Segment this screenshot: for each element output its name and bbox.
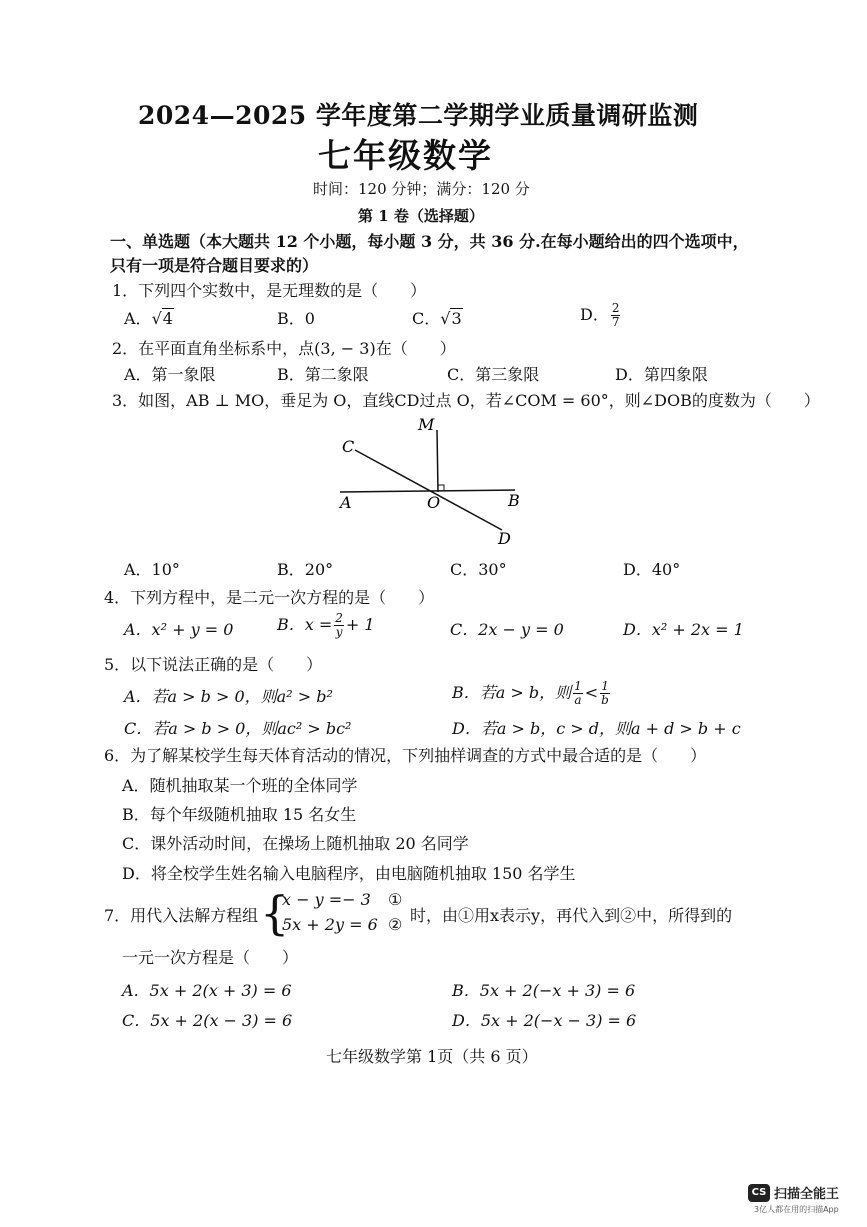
scanner-tagline: 3亿人都在用的扫描App (754, 1205, 839, 1214)
q4-option-c: C．2x − y = 0 (450, 620, 564, 639)
q1-option-c: C．√3 (412, 309, 462, 328)
q7-mark-2: ② (388, 915, 403, 934)
q6-option-a: A．随机抽取某一个班的全体同学 (122, 776, 358, 795)
exam-meta: 时间：120 分钟；满分：120 分 (313, 180, 530, 198)
q7-mark-1: ① (388, 890, 403, 909)
q2-option-d: D．第四象限 (615, 365, 708, 384)
q7-equation-2: 5x + 2y = 6 (282, 915, 378, 934)
exam-title: 2024—2025 学年度第二学期学业质量调研监测 (138, 101, 699, 130)
q7-brace: { (260, 886, 290, 940)
q2-stem: 2．在平面直角坐标系中，点(3, − 3)在（ ） (112, 339, 456, 358)
q1-option-d-fraction: $\frac{2}{7}$ (611, 301, 620, 329)
q1-option-a-radicand: 4 (162, 309, 173, 328)
q3-option-a: A．10° (124, 560, 180, 579)
q6-option-b: B．每个年级随机抽取 15 名女生 (122, 805, 357, 824)
q7-option-c: C．5x + 2(x − 3) = 6 (122, 1011, 293, 1030)
q2-option-b: B．第二象限 (277, 365, 369, 384)
q5-option-b-frac2: $\frac{1}{b}$ (601, 679, 609, 707)
q1-option-c-label: C． (412, 309, 441, 328)
scanner-app-name: 扫描全能王 (774, 1187, 840, 1202)
label-m: M (418, 415, 435, 434)
q1-option-d-label: D． (580, 305, 609, 324)
q5-stem: 5．以下说法正确的是（ ） (104, 655, 323, 674)
q3-option-c: C．30° (450, 560, 507, 579)
q5-option-b-condition: B．若a > b，则 (452, 683, 572, 702)
q7-stem-prefix: 7．用代入法解方程组 (104, 906, 259, 925)
label-a: A (340, 493, 352, 512)
label-o: O (427, 493, 441, 512)
q1-option-c-radicand: 3 (451, 309, 462, 328)
q1-option-a: A．√4 (124, 309, 173, 328)
q3-option-b: B．20° (277, 560, 334, 579)
q5-option-a: A．若a > b > 0，则a² > b² (124, 687, 333, 706)
scanner-watermark (748, 1180, 860, 1218)
q4-option-b (277, 612, 375, 639)
q3-figure (330, 410, 540, 550)
q7-stem-line2: 一元一次方程是（ ） (122, 948, 299, 967)
scanner-logo-icon: CS (748, 1184, 770, 1202)
q5-option-b-lt: < (584, 683, 599, 702)
q4-option-b-rhs: + 1 (345, 615, 375, 634)
q2-option-a: A．第一象限 (124, 365, 216, 384)
q4-option-b-lhs: B．x = (277, 615, 333, 634)
section-heading-line2: 只有一项是符合题目要求的） (110, 256, 319, 275)
q3-stem: 3．如图，AB ⊥ MO，垂足为 O，直线CD过点 O，若∠COM = 60°，则∠DOB的度数为（ ） (112, 391, 820, 410)
q7-option-a: A．5x + 2(x + 3) = 6 (122, 981, 292, 1000)
q7-option-b: B．5x + 2(−x + 3) = 6 (452, 981, 636, 1000)
q1-option-a-label: A． (124, 309, 152, 328)
q7-option-d: D．5x + 2(−x − 3) = 6 (452, 1011, 637, 1030)
page-footer: 七年级数学第 1页（共 6 页） (326, 1047, 538, 1066)
section-heading-line1: 一、单选题（本大题共 12 个小题，每小题 3 分，共 36 分.在每小题给出的四个选项中， (110, 232, 749, 251)
q5-option-b-frac1: $\frac{1}{a}$ (574, 679, 582, 707)
q1-option-b: B．0 (277, 309, 315, 328)
q4-option-a: A．x² + y = 0 (124, 620, 234, 639)
exam-subtitle: 七年级数学 (318, 136, 493, 175)
q5-option-d: D．若a > b，c > d，则a + d > b + c (452, 719, 741, 738)
volume-label: 第 1 卷（选择题） (358, 207, 484, 225)
q6-stem: 6．为了解某校学生每天体育活动的情况，下列抽样调查的方式中最合适的是（ ） (104, 746, 707, 765)
label-b: B (508, 491, 520, 510)
q7-stem-suffix: 时，由①用x表示y，再代入到②中，所得到的 (410, 906, 733, 925)
q5-option-b (452, 680, 612, 707)
q6-option-c: C．课外活动时间，在操场上随机抽取 20 名同学 (122, 834, 469, 853)
q4-stem: 4．下列方程中，是二元一次方程的是（ ） (104, 588, 435, 607)
q4-option-b-fraction: $\frac{2}{y}$ (335, 611, 343, 639)
q6-option-d: D．将全校学生姓名输入电脑程序，由电脑随机抽取 150 名学生 (122, 864, 576, 883)
q1-stem: 1．下列四个实数中，是无理数的是（ ） (112, 281, 427, 300)
q3-option-d: D．40° (623, 560, 681, 579)
q7-equation-1: x − y =− 3 (282, 890, 371, 909)
q5-option-c: C．若a > b > 0，则ac² > bc² (124, 719, 352, 738)
line-mo (437, 430, 438, 492)
q1-option-d (580, 302, 622, 329)
label-d: D (498, 529, 511, 548)
q2-option-c: C．第三象限 (447, 365, 540, 384)
label-c: C (342, 437, 355, 456)
q4-option-d: D．x² + 2x = 1 (623, 620, 744, 639)
